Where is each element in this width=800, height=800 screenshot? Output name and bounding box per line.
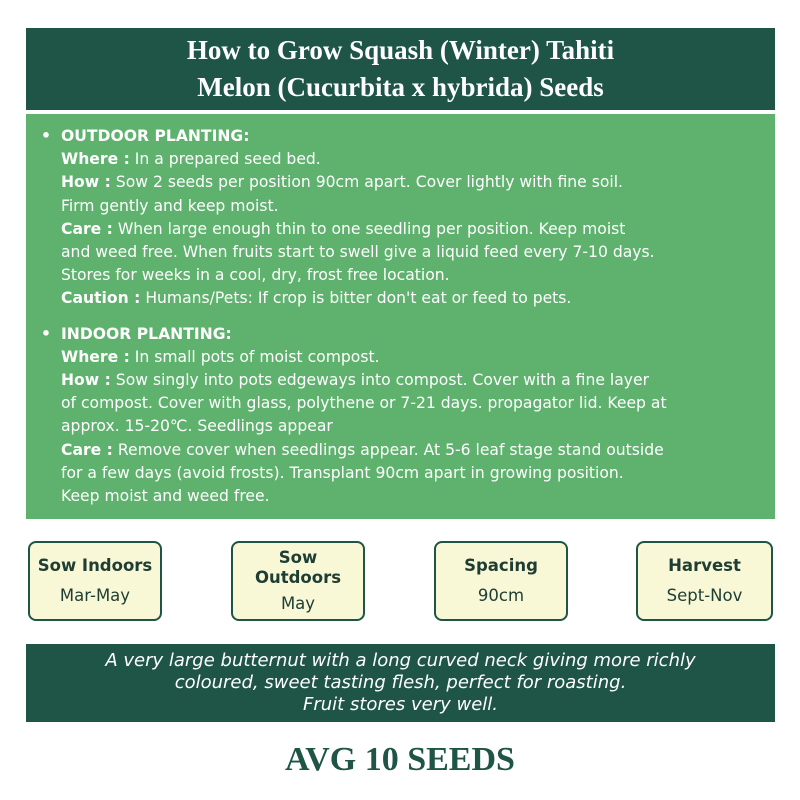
outdoor-care-cont-2: Stores for weeks in a cool, dry, frost free location. [61,266,450,285]
where-label: Where : [61,150,130,169]
care-label: Care : [61,219,113,238]
outdoor-care [61,218,769,241]
card-title: Sow [278,548,318,567]
outdoor-care-cont-1: and weed free. When fruits start to swell give a liquid feed every 7-10 days. [61,243,655,262]
harvest-card [636,541,773,621]
care-label: Care : [61,440,113,459]
indoor-care-cont-2: Keep moist and weed free. [61,487,270,506]
card-value: Mar-May [59,586,131,605]
indoor-how-cont-1: of compost. Cover with glass, polythene or 7-21 days. propagator lid. Keep at [61,394,667,413]
care-text: When large enough thin to one seedling per position. Keep moist [112,219,626,238]
caution-label: Caution : [61,289,141,308]
indoor-planting-section [41,323,769,509]
outdoor-how [61,171,769,194]
sow-outdoors-card [231,541,365,621]
bullet-icon: • [41,127,51,145]
instructions-panel [26,114,775,519]
description-line-1: A very large butternut with a long curved neck giving more richly [105,650,696,671]
description-band [26,644,775,722]
card-value: May [280,594,316,613]
how-text: Sow 2 seeds per position 90cm apart. Cover lightly with fine soil. [110,173,623,192]
how-label: How : [61,371,111,390]
outdoor-planting-section [41,125,769,311]
bullet-icon: • [41,324,51,343]
how-label: How : [61,173,111,192]
spacing-card [434,541,568,621]
outdoor-heading: OUTDOOR PLANTING: [61,127,250,145]
indoor-where [61,346,769,369]
outdoor-how-cont: Firm gently and keep moist. [61,196,279,215]
sow-indoors-card [28,541,162,621]
card-value: Sept-Nov [666,586,743,605]
where-text: In small pots of moist compost. [129,347,380,366]
where-label: Where : [61,347,130,366]
outdoor-where [61,148,769,171]
caution-text: Humans/Pets: If crop is bitter don't eat or feed to pets. [140,289,572,308]
card-title: Harvest [668,556,741,575]
indoor-how [61,369,769,392]
seed-count: AVG 10 SEEDS [285,741,515,778]
title-band [26,28,775,110]
card-title-2: Outdoors [254,568,342,587]
description-line-2: coloured, sweet tasting flesh, perfect for roasting. [174,672,627,693]
card-value: 90cm [477,586,525,605]
how-text: Sow singly into pots edgeways into compost. Cover with a fine layer [110,371,650,390]
info-cards [26,541,775,623]
card-title: Sow Indoors [37,556,153,575]
where-text: In a prepared seed bed. [129,150,321,169]
description-line-3: Fruit stores very well. [303,694,498,715]
card-title: Spacing [464,556,538,575]
indoor-how-cont-2: approx. 15-20℃. Seedlings appear [61,417,333,436]
indoor-heading: INDOOR PLANTING: [61,324,232,343]
outdoor-caution [61,287,769,310]
indoor-care-cont-1: for a few days (avoid frosts). Transplant 90cm apart in growing position. [61,463,624,482]
indoor-care [61,439,769,462]
page-title-line-2: Melon (Cucurbita x hybrida) Seeds [197,72,604,102]
page-title-line-1: How to Grow Squash (Winter) Tahiti [186,35,615,65]
care-text: Remove cover when seedlings appear. At 5-6 leaf stage stand outside [112,440,664,459]
